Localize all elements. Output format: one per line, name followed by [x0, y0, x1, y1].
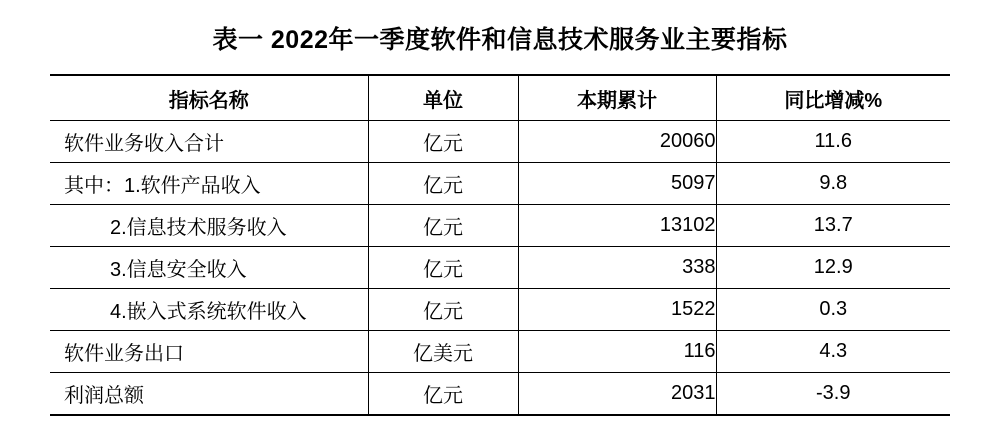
cell-unit: 亿美元: [368, 331, 518, 373]
column-header-current-total: 本期累计: [518, 75, 716, 121]
cell-yoy-change: 9.8: [716, 163, 950, 205]
table-row: [50, 331, 950, 373]
table-row: [50, 163, 950, 205]
cell-yoy-change: 11.6: [716, 121, 950, 163]
cell-yoy-change: -3.9: [716, 373, 950, 416]
column-header-unit: 单位: [368, 75, 518, 121]
cell-yoy-change: 12.9: [716, 247, 950, 289]
table-row: [50, 247, 950, 289]
cell-unit: 亿元: [368, 247, 518, 289]
cell-indicator-name: 利润总额: [50, 373, 368, 416]
cell-current-total: 1522: [518, 289, 716, 331]
table-row: [50, 373, 950, 416]
indicators-table: [50, 74, 950, 416]
column-header-indicator: 指标名称: [50, 75, 368, 121]
table-header-row: [50, 75, 950, 121]
table-body: [50, 121, 950, 416]
cell-unit: 亿元: [368, 289, 518, 331]
table-row: [50, 205, 950, 247]
cell-indicator-name: 3.信息安全收入: [50, 247, 368, 289]
cell-yoy-change: 13.7: [716, 205, 950, 247]
table-container: [50, 74, 950, 416]
cell-current-total: 5097: [518, 163, 716, 205]
cell-unit: 亿元: [368, 205, 518, 247]
cell-yoy-change: 0.3: [716, 289, 950, 331]
page-title: 表一 2022年一季度软件和信息技术服务业主要指标: [212, 26, 788, 54]
cell-yoy-change: 4.3: [716, 331, 950, 373]
cell-indicator-name: 2.信息技术服务收入: [50, 205, 368, 247]
table-row: [50, 289, 950, 331]
column-header-yoy-change: 同比增减%: [716, 75, 950, 121]
cell-indicator-name: 4.嵌入式系统软件收入: [50, 289, 368, 331]
cell-current-total: 2031: [518, 373, 716, 416]
cell-current-total: 13102: [518, 205, 716, 247]
cell-unit: 亿元: [368, 373, 518, 416]
cell-unit: 亿元: [368, 163, 518, 205]
cell-indicator-name: 软件业务收入合计: [50, 121, 368, 163]
table-header: [50, 75, 950, 121]
cell-unit: 亿元: [368, 121, 518, 163]
cell-indicator-name: 其中：1.软件产品收入: [50, 163, 368, 205]
cell-current-total: 20060: [518, 121, 716, 163]
table-row: [50, 121, 950, 163]
cell-indicator-name: 软件业务出口: [50, 331, 368, 373]
cell-current-total: 116: [518, 331, 716, 373]
cell-current-total: 338: [518, 247, 716, 289]
